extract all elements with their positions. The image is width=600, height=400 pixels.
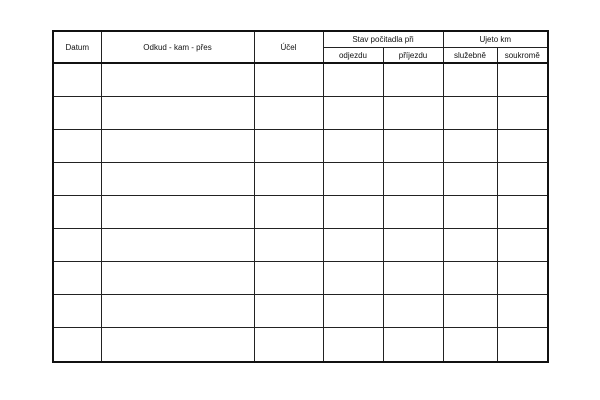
table-row: [54, 96, 547, 129]
purpose-cell[interactable]: [254, 162, 323, 195]
date-cell[interactable]: [54, 162, 101, 195]
private-km-cell[interactable]: [497, 295, 547, 328]
date-cell[interactable]: [54, 129, 101, 162]
purpose-cell[interactable]: [254, 262, 323, 295]
date-cell[interactable]: [54, 328, 101, 361]
column-header-date: Datum: [54, 32, 101, 63]
table-row: [54, 195, 547, 228]
arrival-cell[interactable]: [383, 162, 443, 195]
arrival-cell[interactable]: [383, 96, 443, 129]
departure-cell[interactable]: [323, 96, 383, 129]
business-km-cell[interactable]: [443, 295, 497, 328]
private-km-cell[interactable]: [497, 328, 547, 361]
private-km-cell[interactable]: [497, 195, 547, 228]
route-cell[interactable]: [101, 129, 254, 162]
departure-cell[interactable]: [323, 129, 383, 162]
private-km-cell[interactable]: [497, 262, 547, 295]
departure-cell[interactable]: [323, 63, 383, 96]
arrival-cell[interactable]: [383, 229, 443, 262]
route-cell[interactable]: [101, 96, 254, 129]
private-km-cell[interactable]: [497, 229, 547, 262]
route-cell[interactable]: [101, 328, 254, 361]
business-km-cell[interactable]: [443, 262, 497, 295]
departure-cell[interactable]: [323, 229, 383, 262]
arrival-cell[interactable]: [383, 63, 443, 96]
business-km-cell[interactable]: [443, 328, 497, 361]
table-row: [54, 129, 547, 162]
arrival-cell[interactable]: [383, 195, 443, 228]
business-km-cell[interactable]: [443, 129, 497, 162]
column-header-business: služebně: [443, 48, 497, 64]
private-km-cell[interactable]: [497, 63, 547, 96]
travel-log-table: [54, 32, 547, 361]
business-km-cell[interactable]: [443, 96, 497, 129]
column-header-private: soukromě: [497, 48, 547, 64]
table-row: [54, 328, 547, 361]
arrival-cell[interactable]: [383, 328, 443, 361]
departure-cell[interactable]: [323, 328, 383, 361]
route-cell[interactable]: [101, 229, 254, 262]
column-group-km-driven: Ujeto km: [443, 32, 547, 48]
table-row: [54, 162, 547, 195]
departure-cell[interactable]: [323, 262, 383, 295]
table-row: [54, 262, 547, 295]
travel-log-form: [52, 30, 549, 363]
route-cell[interactable]: [101, 295, 254, 328]
column-header-route: Odkud - kam - přes: [101, 32, 254, 63]
date-cell[interactable]: [54, 96, 101, 129]
log-entries: [54, 63, 547, 361]
arrival-cell[interactable]: [383, 129, 443, 162]
column-header-departure: odjezdu: [323, 48, 383, 64]
table-row: [54, 295, 547, 328]
route-cell[interactable]: [101, 195, 254, 228]
date-cell[interactable]: [54, 262, 101, 295]
private-km-cell[interactable]: [497, 129, 547, 162]
date-cell[interactable]: [54, 195, 101, 228]
column-group-odometer: Stav počitadla při: [323, 32, 443, 48]
departure-cell[interactable]: [323, 195, 383, 228]
purpose-cell[interactable]: [254, 129, 323, 162]
private-km-cell[interactable]: [497, 162, 547, 195]
private-km-cell[interactable]: [497, 96, 547, 129]
purpose-cell[interactable]: [254, 328, 323, 361]
departure-cell[interactable]: [323, 295, 383, 328]
table-row: [54, 63, 547, 96]
purpose-cell[interactable]: [254, 229, 323, 262]
purpose-cell[interactable]: [254, 96, 323, 129]
purpose-cell[interactable]: [254, 295, 323, 328]
departure-cell[interactable]: [323, 162, 383, 195]
date-cell[interactable]: [54, 63, 101, 96]
purpose-cell[interactable]: [254, 195, 323, 228]
column-header-purpose: Účel: [254, 32, 323, 63]
business-km-cell[interactable]: [443, 63, 497, 96]
arrival-cell[interactable]: [383, 262, 443, 295]
route-cell[interactable]: [101, 63, 254, 96]
purpose-cell[interactable]: [254, 63, 323, 96]
route-cell[interactable]: [101, 262, 254, 295]
business-km-cell[interactable]: [443, 162, 497, 195]
column-header-arrival: příjezdu: [383, 48, 443, 64]
table-row: [54, 229, 547, 262]
header-row-top: [54, 32, 547, 48]
date-cell[interactable]: [54, 229, 101, 262]
route-cell[interactable]: [101, 162, 254, 195]
arrival-cell[interactable]: [383, 295, 443, 328]
date-cell[interactable]: [54, 295, 101, 328]
business-km-cell[interactable]: [443, 195, 497, 228]
business-km-cell[interactable]: [443, 229, 497, 262]
